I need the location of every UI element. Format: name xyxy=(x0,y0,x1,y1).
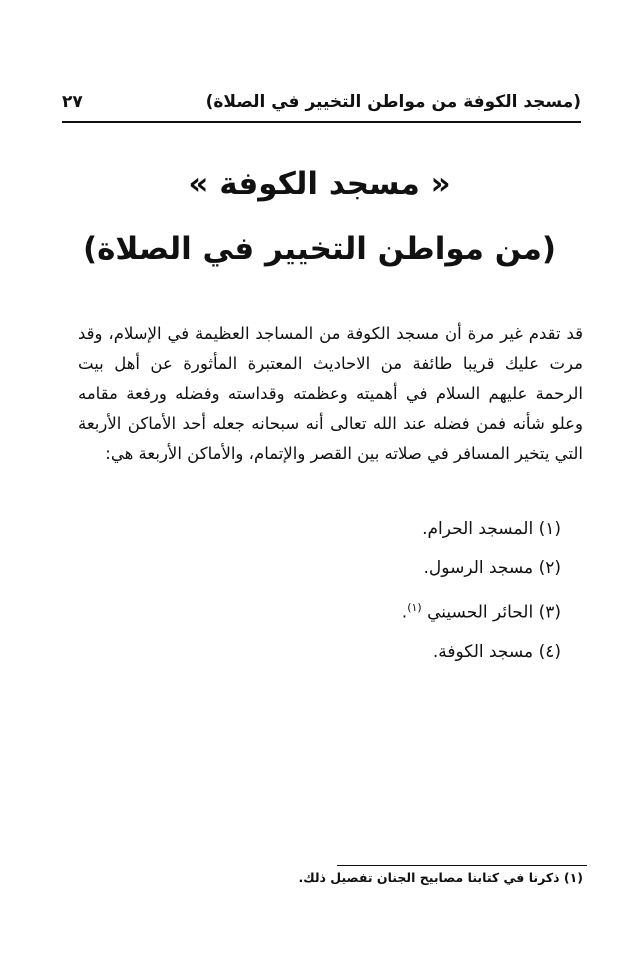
list-item-text: المسجد الحرام. xyxy=(422,519,534,539)
list-item xyxy=(78,633,561,672)
list-item-text: مسجد الرسول. xyxy=(423,558,534,578)
chapter-title: « مسجد الكوفة » xyxy=(188,166,451,202)
list-item-number: (٣) xyxy=(538,602,561,623)
places-list xyxy=(78,510,561,672)
list-item xyxy=(78,510,561,549)
list-item-text: الحائر الحسيني xyxy=(427,602,534,623)
list-item xyxy=(78,549,561,588)
chapter-subtitle: (من مواطن التخيير في الصلاة) xyxy=(82,231,557,267)
list-item xyxy=(78,588,561,633)
list-item-number: (٤) xyxy=(538,641,561,662)
list-item-period: . xyxy=(401,602,408,623)
footnote-rule xyxy=(337,865,587,866)
body-paragraph xyxy=(78,319,583,469)
list-item-text: مسجد الكوفة. xyxy=(432,641,534,662)
header-rule xyxy=(62,121,581,123)
list-item-number: (١) xyxy=(538,519,561,539)
footnote: (١) ذكرنا في كتابنا مصابيح الجنان تفصيل ذلك. xyxy=(298,870,583,885)
running-title: (مسجد الكوفة من مواطن التخيير في الصلاة) xyxy=(205,92,581,112)
footnote-reference[interactable]: (١) xyxy=(407,601,422,614)
page-number: ٢٧ xyxy=(62,92,83,112)
running-header xyxy=(62,92,581,124)
paragraph-text: قد تقدم غير مرة أن مسجد الكوفة من المساجد العظيمة في الإسلام، وقد مرت عليك قريبا طائفة من الاحاديث المعتبرة المأثورة عن أهل بيت الرحمة عليهم السلام في أهميته وعظمته وقداسته وفضله ورفعة مقامه وعلو شأنه فمن فضله عند الله تعالى أنه سبحانه جعله أحد الأماكن الأربعة التي يتخير المسافر في صلاته بين القصر والإتمام، والأماكن الأربعة هي: xyxy=(78,324,583,463)
list-item-number: (٢) xyxy=(538,558,561,578)
